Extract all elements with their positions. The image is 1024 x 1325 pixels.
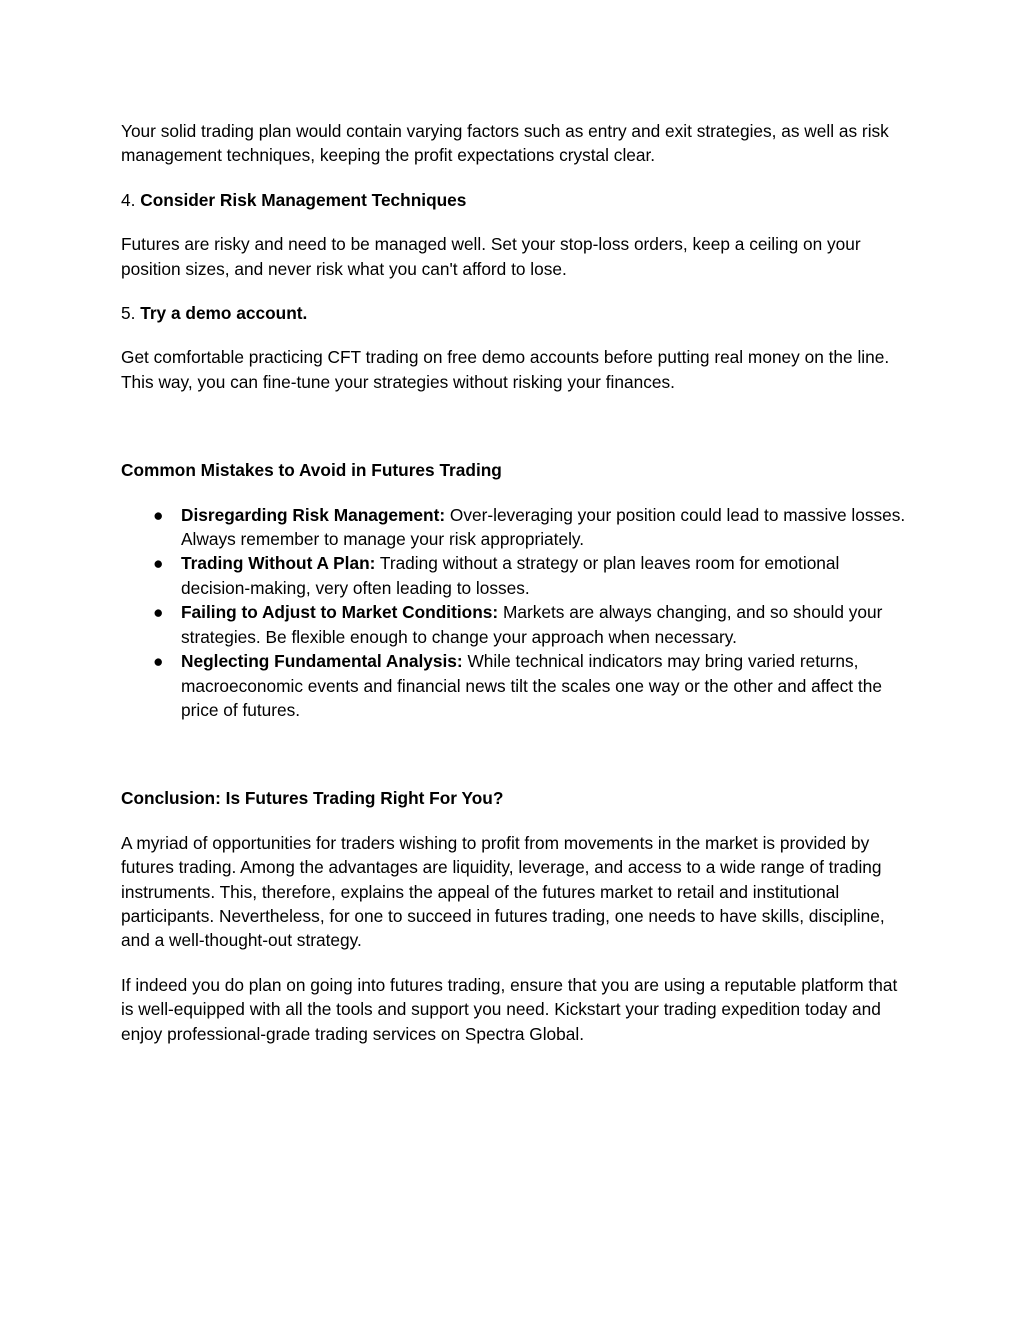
section-spacer [121, 742, 911, 786]
step-5-number: 5. [121, 303, 136, 324]
step-5-body: Get comfortable practicing CFT trading on free demo accounts before putting real money on the line. This way, you can fine-tune your strategies without risking your finances. [121, 347, 890, 392]
mistakes-heading: Common Mistakes to Avoid in Futures Trading [121, 460, 502, 481]
step-5-title: Try a demo account. [140, 303, 308, 324]
list-item [121, 649, 911, 722]
step-5-heading [121, 301, 911, 325]
step-4-number: 4. [121, 189, 136, 210]
bullet-icon: ● [153, 504, 164, 525]
list-item-title: Neglecting Fundamental Analysis: [181, 651, 463, 672]
list-item [121, 600, 911, 649]
document-page [121, 119, 911, 1066]
step-4-body: Futures are risky and need to be managed well. Set your stop-loss orders, keep a ceiling on your position sizes, and never risk what you can't afford to lose. [121, 234, 861, 279]
intro-paragraph: Your solid trading plan would contain varying factors such as entry and exit strategies, as well as risk management techniques, keeping the profit expectations crystal clear. [121, 121, 889, 166]
list-item-title: Trading Without A Plan: [181, 553, 376, 574]
list-item [121, 503, 911, 552]
bullet-icon: ● [153, 602, 164, 623]
conclusion-paragraph: If indeed you do plan on going into futures trading, ensure that you are using a reputable platform that is well-equipped with all the tools and support you need. Kickstart your trading expedition today and enjoy professional-grade trading services on Spectra Global. [121, 974, 898, 1044]
conclusion-heading: Conclusion: Is Futures Trading Right For You? [121, 788, 504, 809]
mistakes-list [121, 503, 911, 723]
list-item-title: Disregarding Risk Management: [181, 504, 446, 525]
step-4-title: Consider Risk Management Techniques [140, 189, 467, 210]
conclusion-paragraph: A myriad of opportunities for traders wishing to profit from movements in the market is provided by futures trading. Among the advantages are liquidity, leverage, and access to a wide range of trading instruments. This, therefore, explains the appeal of the futures market to retail and institutional participants. Nevertheless, for one to succeed in futures trading, one needs to have skills, discipline, and a well-thought-out strategy. [121, 832, 885, 951]
bullet-icon: ● [153, 651, 164, 672]
list-item-text: While technical indicators may bring varied returns, macroeconomic events and financial news tilt the scales one way or the other and affect the price of futures. [181, 651, 882, 720]
list-item-text: Markets are always changing, and so should your strategies. Be flexible enough to change your approach when necessary. [181, 602, 883, 647]
list-item-title: Failing to Adjust to Market Conditions: [181, 602, 499, 623]
list-item [121, 551, 911, 600]
section-spacer [121, 414, 911, 458]
bullet-icon: ● [153, 553, 164, 574]
list-item-text: Over-leveraging your position could lead to massive losses. Always remember to manage your risk appropriately. [181, 504, 906, 550]
list-item-text: Trading without a strategy or plan leaves room for emotional decision-making, very often leading to losses. [181, 553, 840, 598]
step-4-heading [121, 188, 911, 212]
